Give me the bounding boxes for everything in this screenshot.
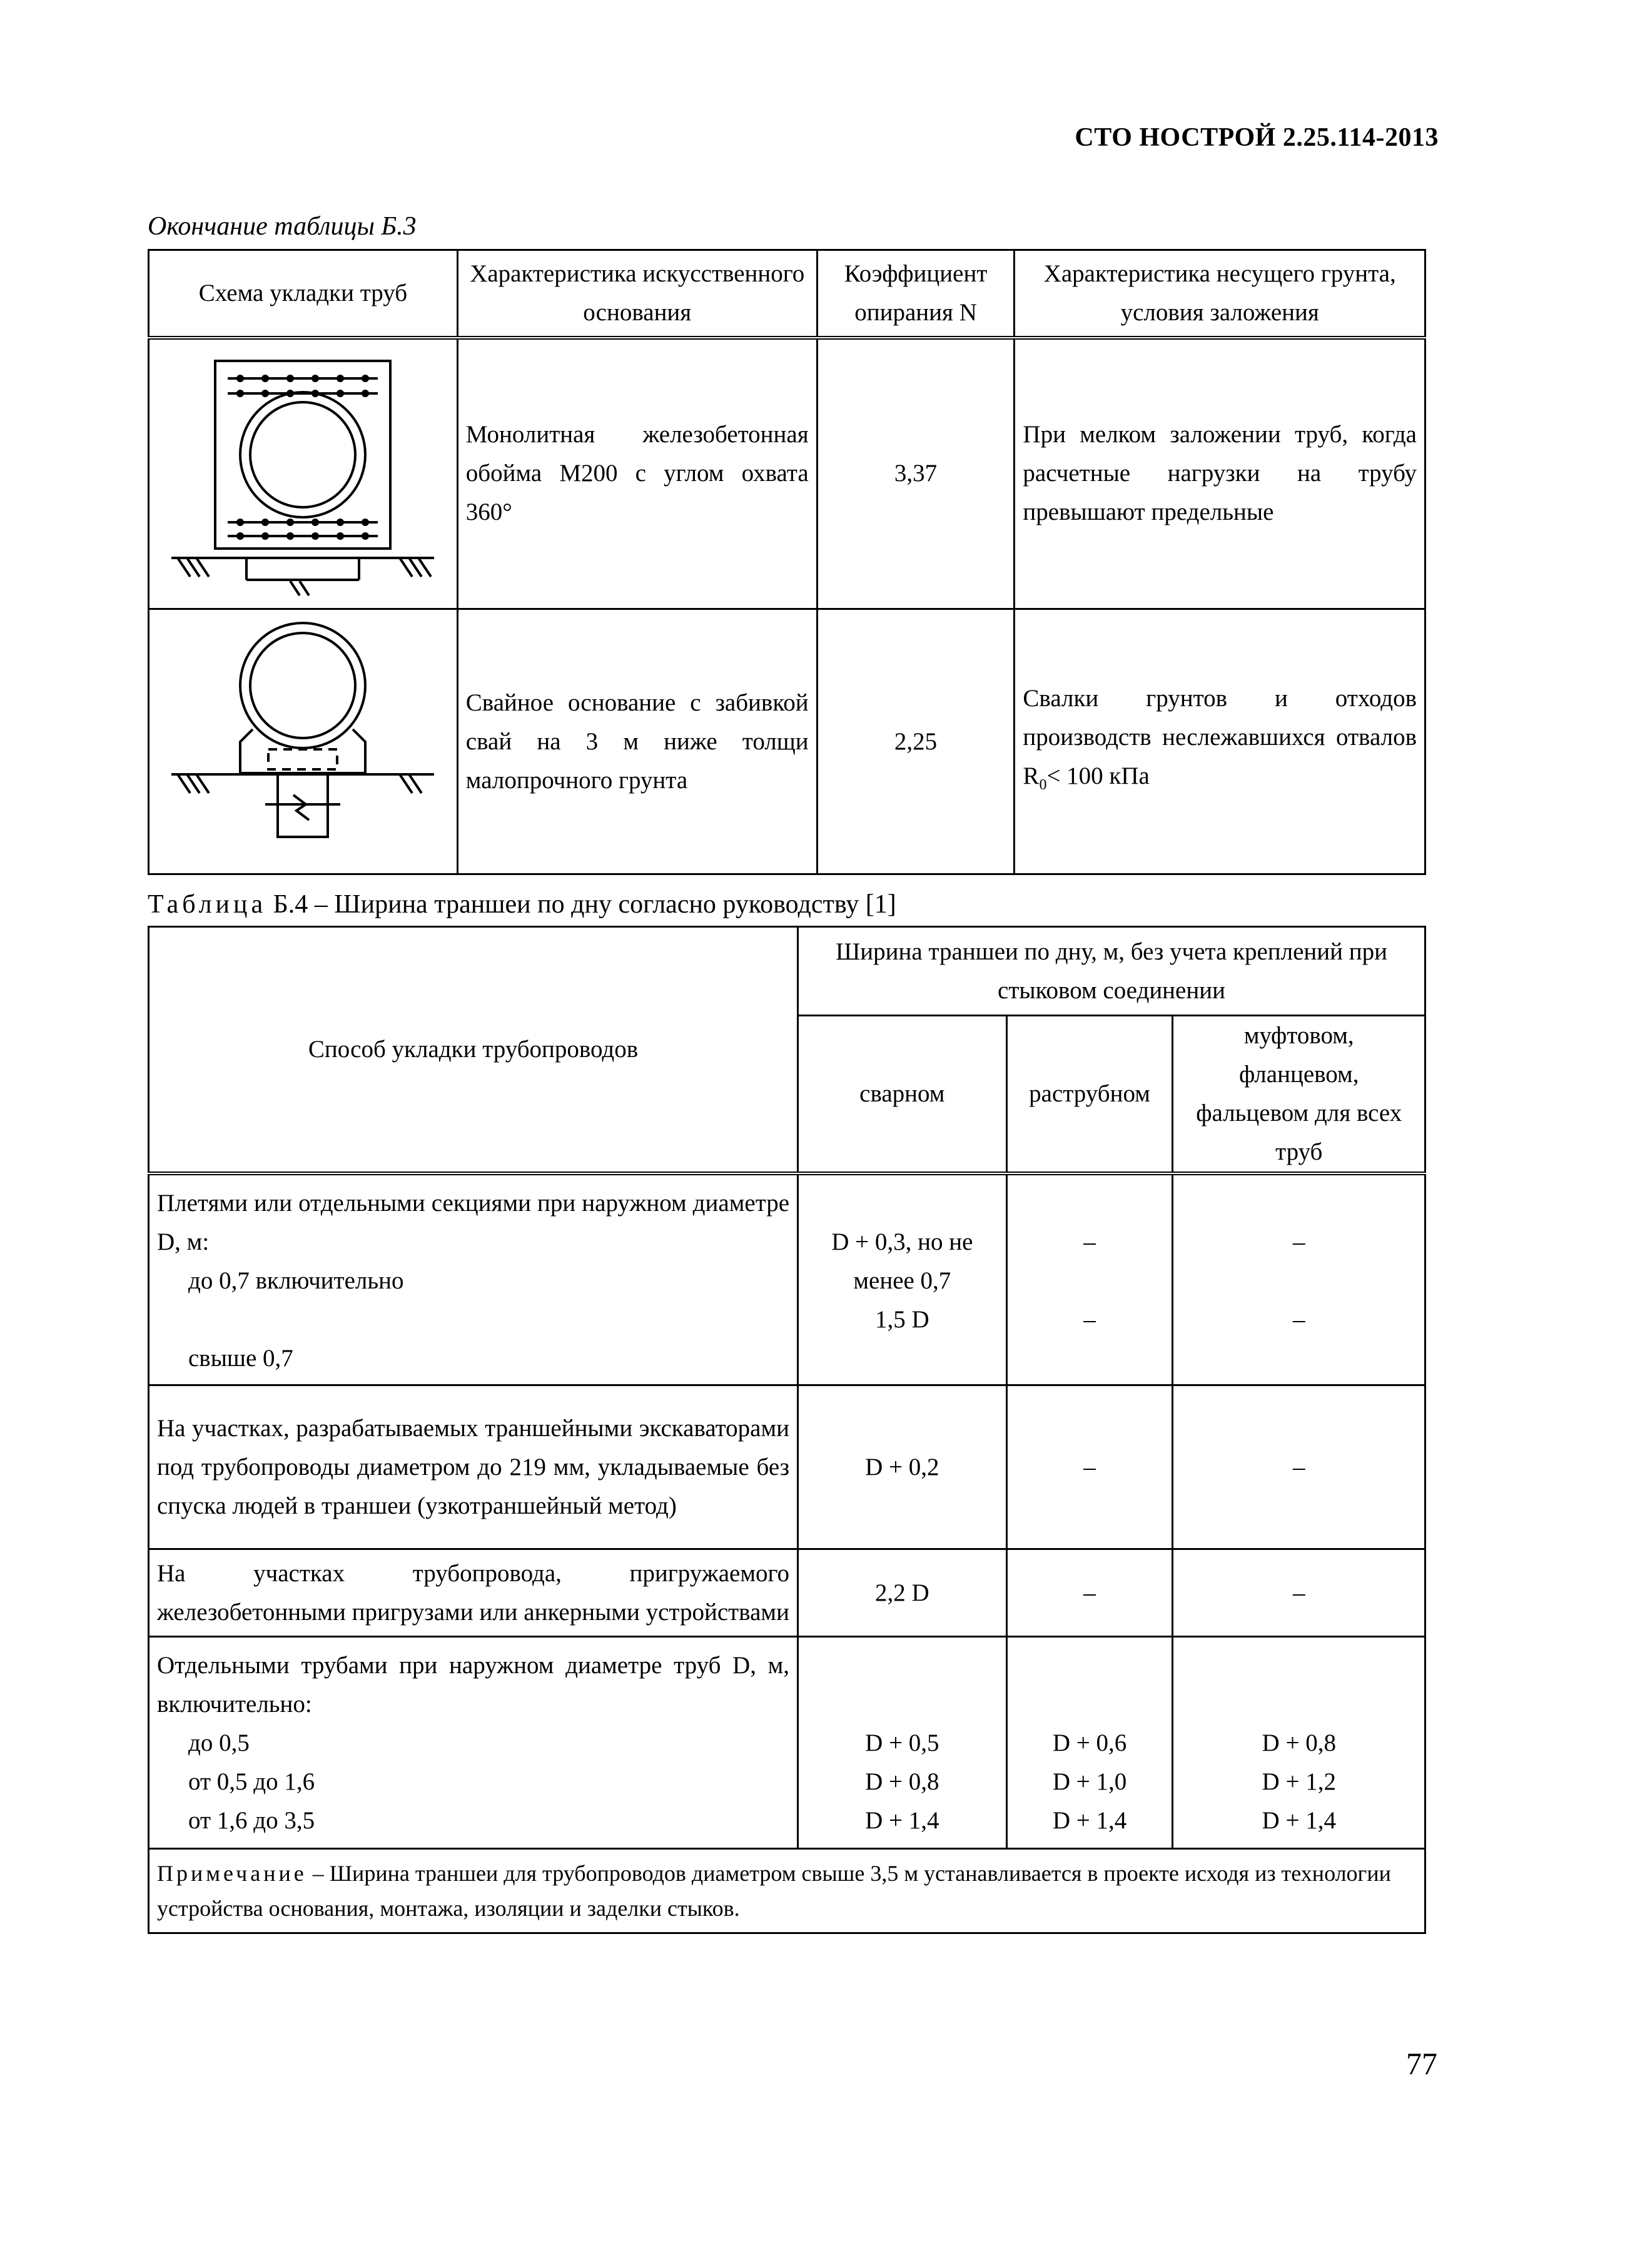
method-subitem: от 1,6 до 3,5 [188, 1807, 315, 1834]
welded-cell [798, 1173, 1007, 1385]
scheme-cell [149, 338, 458, 609]
table-note [149, 1849, 1425, 1933]
table-label: Таблица [148, 890, 267, 919]
method-cell [149, 1637, 798, 1849]
table-b3-header-base: Характеристика искусственного основания [457, 250, 817, 338]
socket-cell [1006, 1173, 1173, 1385]
table-row [149, 1637, 1425, 1849]
table-row [149, 1173, 1425, 1385]
welded-value: D + 0,8 [865, 1768, 939, 1795]
method-text: Плетями или отдельными секциями при наружном диаметре D, м: [157, 1190, 790, 1255]
method-text: Отдельными трубами при наружном диаметре труб D, м, включительно: [157, 1652, 790, 1718]
table-row [149, 1549, 1425, 1637]
welded-cell: 2,2 D [798, 1549, 1007, 1637]
note-label: Примечание [157, 1861, 307, 1886]
note-text: – Ширина траншеи для трубопроводов диаметром свыше 3,5 м устанавливается в проекте исходя из технологии устройства основания, монтажа, изоляции и заделки стыков. [157, 1861, 1391, 1921]
table-row [149, 338, 1425, 609]
socket-value: D + 1,0 [1052, 1768, 1127, 1795]
table-b3-coefficient-cell: 3,37 [817, 338, 1015, 609]
coupling-cell [1173, 1173, 1425, 1385]
table-row [149, 1385, 1425, 1549]
method-cell: На участках, разрабатываемых траншейными экскаваторами под трубопроводы диаметром до 219 мм, укладываемые без спуска людей в траншеи (узкотраншейный метод) [149, 1385, 798, 1549]
table-title: Б.4 – Ширина траншеи по дну согласно руководству [1] [273, 890, 896, 919]
table-b3-header-coefficient: Коэффициент опирания N [817, 250, 1015, 338]
pipe-on-pile-foundation-icon [165, 617, 440, 867]
table-b4-header-socket: раструбном [1006, 1016, 1173, 1174]
table-note-row [149, 1849, 1425, 1933]
welded-value: D + 0,5 [865, 1729, 939, 1756]
table-b3-soil-cell [1015, 609, 1425, 874]
pipe-in-concrete-casing-icon [165, 348, 440, 599]
socket-value: D + 1,4 [1052, 1807, 1127, 1834]
table-b3 [148, 249, 1426, 875]
scheme-cell [149, 609, 458, 874]
method-cell [149, 1173, 798, 1385]
coupling-value: D + 0,8 [1262, 1729, 1336, 1756]
soil-subscript: 0 [1039, 776, 1047, 793]
socket-cell: – [1006, 1385, 1173, 1549]
document-code: СТО НОСТРОЙ 2.25.114-2013 [1075, 123, 1439, 152]
table-b3-coefficient-cell: 2,25 [817, 609, 1015, 874]
welded-value: 1,5 D [874, 1306, 929, 1333]
welded-value: D + 1,4 [865, 1807, 939, 1834]
table-b3-header-scheme: Схема укладки труб [149, 250, 458, 338]
dash: – [1292, 1306, 1305, 1333]
method-subitem: до 0,5 [188, 1729, 250, 1756]
socket-cell [1006, 1637, 1173, 1849]
table-b4 [148, 926, 1426, 1934]
table-continuation-caption: Окончание таблицы Б.3 [148, 212, 417, 241]
method-subitem: от 0,5 до 1,6 [188, 1768, 315, 1795]
coupling-value: D + 1,2 [1262, 1768, 1336, 1795]
soil-limit: < 100 кПа [1046, 762, 1150, 789]
method-cell: На участках трубопровода, пригружаемого железобетонными пригрузами или анкерными устройствами [149, 1549, 798, 1637]
table-b4-caption [148, 889, 896, 919]
socket-value: D + 0,6 [1052, 1729, 1127, 1756]
table-b3-header-soil: Характеристика несущего грунта, условия заложения [1015, 250, 1425, 338]
table-row [149, 609, 1425, 874]
table-b4-header-welded: сварном [798, 1016, 1007, 1174]
table-b3-base-cell: Свайное основание с забивкой свай на 3 м ниже толщи малопрочного грунта [457, 609, 817, 874]
table-b4-header-method: Способ укладки трубопроводов [149, 927, 798, 1174]
page-number: 77 [1406, 2046, 1437, 2081]
welded-cell: D + 0,2 [798, 1385, 1007, 1549]
dash: – [1083, 1306, 1096, 1333]
table-b3-soil-cell: При мелком заложении труб, когда расчетные нагрузки на трубу превышают предельные [1015, 338, 1425, 609]
coupling-cell: – [1173, 1549, 1425, 1637]
table-b4-header-coupling: муфтовом, фланцевом, фальцевом для всех труб [1173, 1016, 1425, 1174]
welded-value: D + 0,3, но не менее 0,7 [831, 1228, 973, 1294]
coupling-value: D + 1,4 [1262, 1807, 1336, 1834]
dash: – [1083, 1228, 1096, 1255]
soil-text: Свалки грунтов и отходов производств неслежавшихся отвалов R [1023, 684, 1417, 789]
method-subitem: свыше 0,7 [188, 1345, 293, 1372]
method-subitem: до 0,7 включительно [188, 1267, 404, 1294]
welded-cell [798, 1637, 1007, 1849]
table-b3-base-cell: Монолитная железобетонная обойма М200 с углом охвата 360° [457, 338, 817, 609]
table-b4-header-group: Ширина траншеи по дну, м, без учета креплений при стыковом соединении [798, 927, 1425, 1016]
coupling-cell [1173, 1637, 1425, 1849]
socket-cell: – [1006, 1549, 1173, 1637]
coupling-cell: – [1173, 1385, 1425, 1549]
dash: – [1292, 1228, 1305, 1255]
